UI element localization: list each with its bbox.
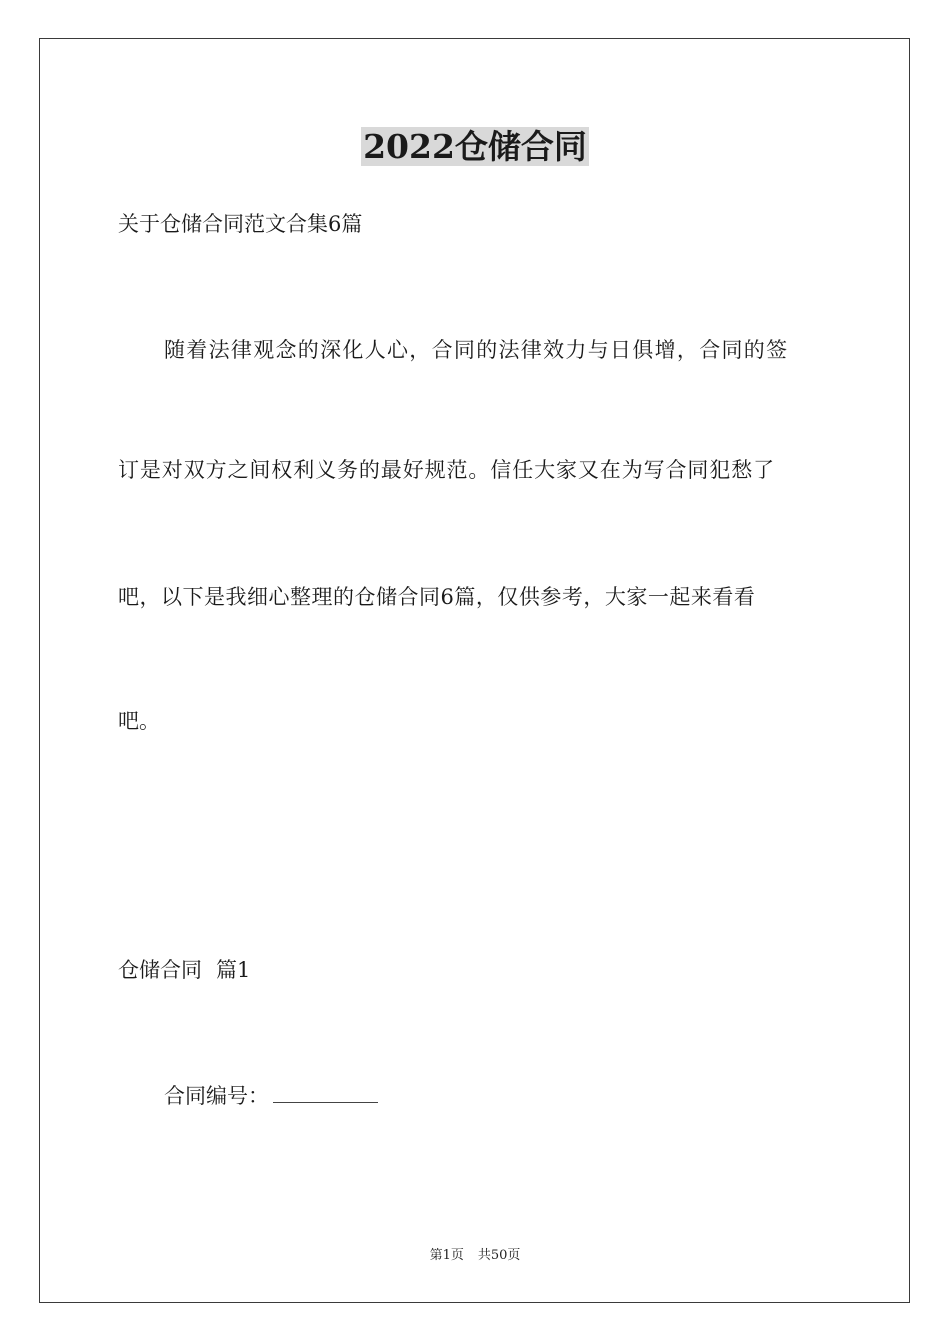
page-total: 共50页 bbox=[477, 1248, 521, 1263]
page-footer bbox=[0, 1247, 950, 1265]
document-subtitle: 关于仓储合同范文合集6篇 bbox=[118, 212, 363, 236]
page-number: 第1页 bbox=[429, 1248, 464, 1263]
intro-paragraph-line-1: 随着法律观念的深化人心，合同的法律效力与日俱增，合同的签 bbox=[164, 338, 789, 362]
intro-paragraph-line-3: 吧，以下是我细心整理的仓储合同6篇，仅供参考，大家一起来看看 bbox=[118, 585, 756, 609]
contract-number-blank bbox=[273, 1080, 378, 1103]
contract-number-label: 合同编号： bbox=[164, 1084, 269, 1108]
intro-paragraph-line-2: 订是对双方之间权利义务的最好规范。信任大家又在为写合同犯愁了 bbox=[118, 458, 775, 482]
section-name: 仓储合同 bbox=[118, 958, 202, 982]
section-heading bbox=[118, 955, 250, 985]
contract-number-row bbox=[164, 1080, 378, 1111]
document-title-text: 2022仓储合同 bbox=[363, 127, 587, 166]
intro-paragraph-line-4: 吧。 bbox=[118, 709, 160, 733]
document-title bbox=[0, 126, 950, 168]
section-label: 篇1 bbox=[216, 958, 251, 982]
